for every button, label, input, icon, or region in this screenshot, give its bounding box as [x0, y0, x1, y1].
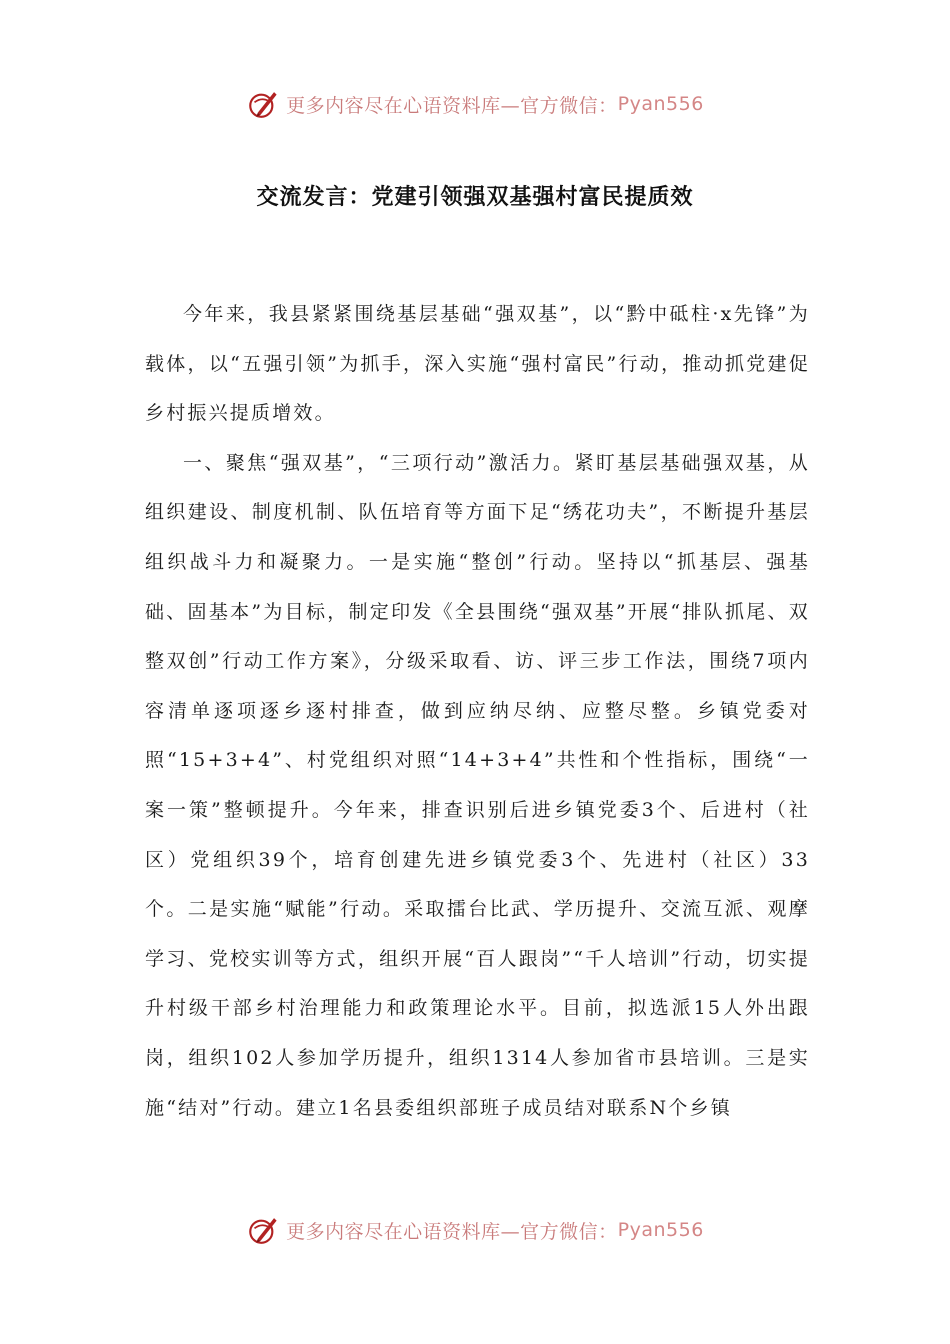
document-body: [145, 290, 810, 1133]
footer-wechat-id: Pyan556: [617, 1219, 704, 1241]
paragraph-intro: 今年来，我县紧紧围绕基层基础“强双基”，以“黔中砥柱·x先锋”为载体，以“五强引领”为抓手，深入实施“强村富民”行动，推动抓党建促乡村振兴提质增效。: [145, 303, 810, 425]
footer-banner: [0, 1210, 950, 1250]
header-banner-text: 更多内容尽在心语资料库—官方微信：: [286, 94, 618, 117]
paragraph-section-1: 一、聚焦“强双基”，“三项行动”激活力。紧盯基层基础强双基，从组织建设、制度机制、队伍培育等方面下足“绣花功夫”，不断提升基层组织战斗力和凝聚力。一是实施“整创”行动。坚持以“抓基层、强基础、固基本”为目标，制定印发《全县围绕“强双基”开展“排队抓尾、双整双创”行动工作方案》，分级采取看、访、评三步工作法，围绕7项内容清单逐项逐乡逐村排查，做到应纳尽纳、应整尽整。乡镇党委对照“15+3+4”、村党组织对照“14+3+4”共性和个性指标，围绕“一案一策”整顿提升。今年来，排查识别后进乡镇党委3个、后进村（社区）党组织39个，培育创建先进乡镇党委3个、先进村（社区）33个。二是实施“赋能”行动。采取擂台比武、学历提升、交流互派、观摩学习、党校实训等方式，组织开展“百人跟岗”“千人培训”行动，切实提升村级干部乡村治理能力和政策理论水平。目前，拟选派15人外出跟岗，组织102人参加学历提升，组织1314人参加省市县培训。三是实施“结对”行动。建立1名县委组织部班子成员结对联系N个乡镇: [145, 451, 810, 1119]
footer-banner-text: 更多内容尽在心语资料库—官方微信：: [286, 1220, 618, 1243]
document-title: 交流发言：党建引领强双基强村富民提质效: [256, 185, 694, 210]
header-banner: [0, 84, 950, 124]
header-wechat-id: Pyan556: [617, 93, 704, 115]
pen-circle-logo-icon: [246, 1213, 280, 1247]
pen-circle-logo-icon: [246, 87, 280, 121]
